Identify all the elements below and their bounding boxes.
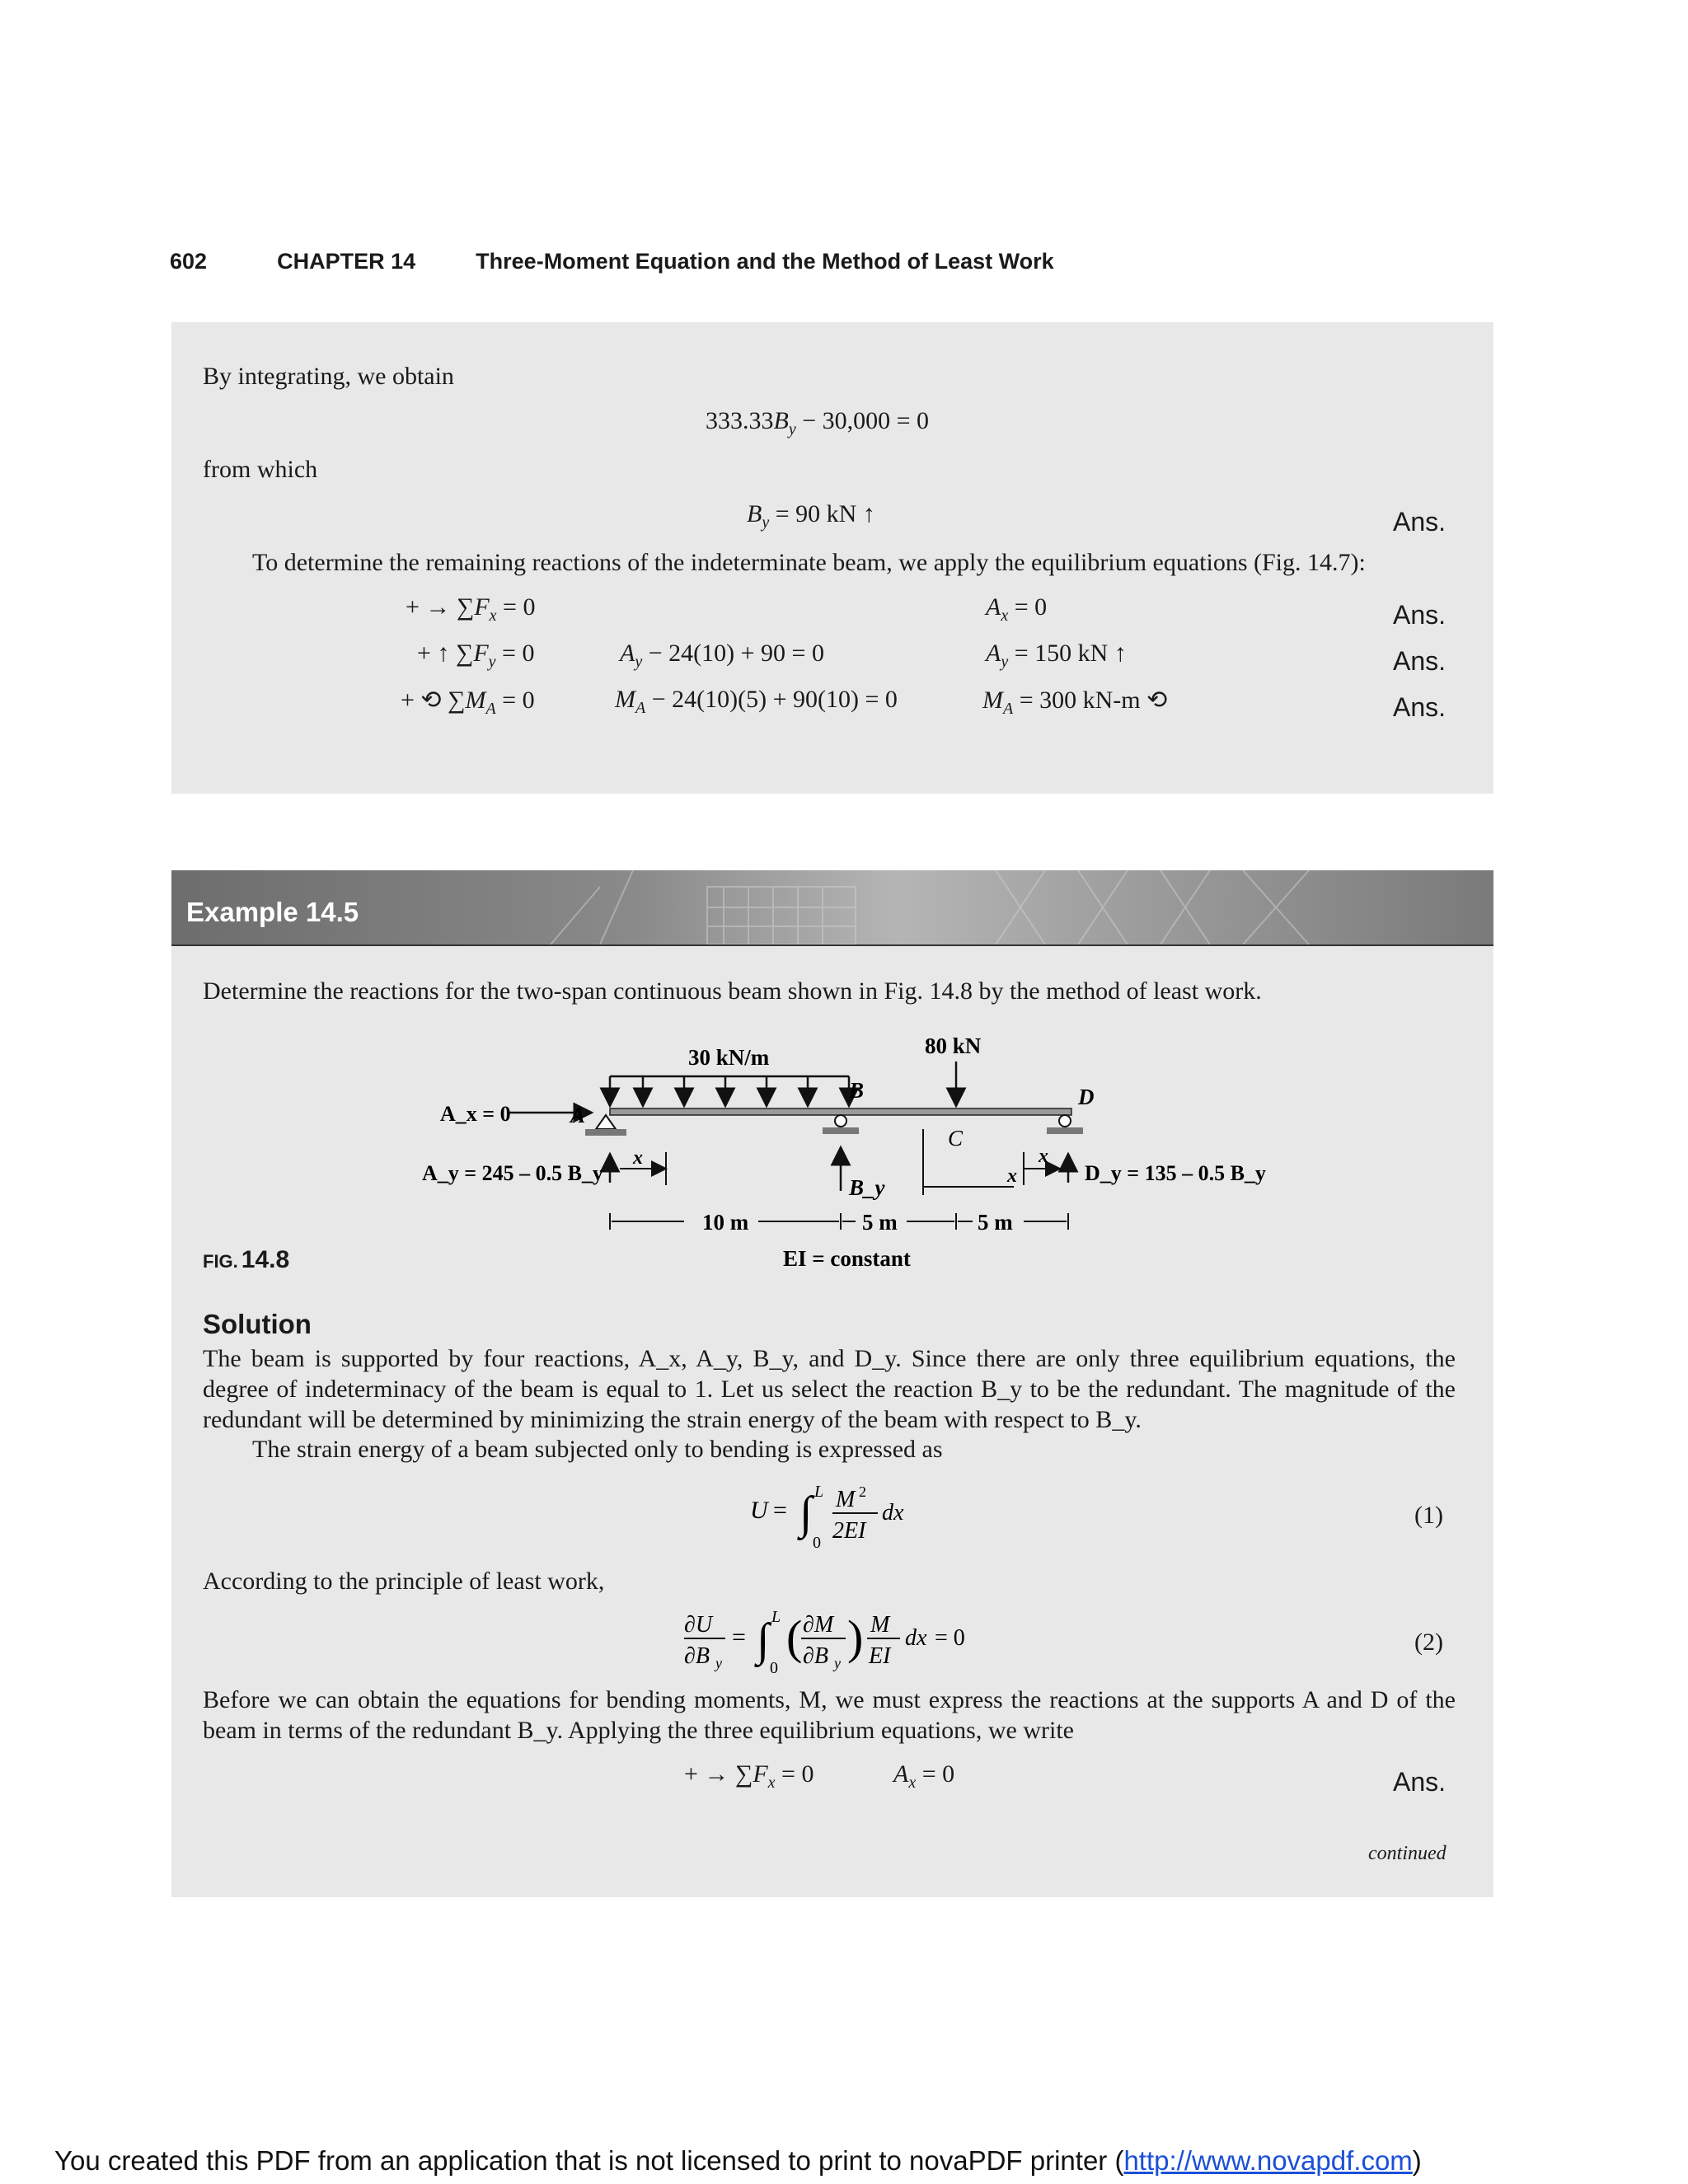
svg-text:2EI: 2EI bbox=[832, 1518, 866, 1544]
point-b-label: B bbox=[849, 1078, 865, 1103]
eq-sum-fx: + → $\sum F_x = 0$ bbox=[684, 1760, 814, 1792]
beam-figure bbox=[404, 1030, 1294, 1319]
x-label-right: x bbox=[1039, 1146, 1048, 1167]
equation-least-work bbox=[684, 1602, 981, 1683]
by-label: B_y bbox=[849, 1175, 885, 1200]
svg-text:=: = bbox=[773, 1497, 787, 1524]
beam bbox=[610, 1108, 1071, 1115]
footer-close: ) bbox=[1412, 2145, 1422, 2176]
svg-text:L: L bbox=[771, 1608, 781, 1626]
example-banner bbox=[171, 870, 1493, 946]
eq-ax-result: $A_x = 0$ bbox=[893, 1760, 955, 1792]
integrating-text: By integrating, we obtain bbox=[203, 363, 454, 390]
x-label-mid: x bbox=[1007, 1165, 1017, 1187]
running-head bbox=[170, 249, 1054, 274]
svg-text:L: L bbox=[814, 1483, 824, 1501]
svg-text:(: ( bbox=[786, 1610, 803, 1664]
footer-text: You created this PDF from an application that is not licensed to print to novaPDF printer ( bbox=[54, 2145, 1124, 2176]
figure-caption: FIG. 14.8 bbox=[203, 1246, 290, 1273]
page-number: 602 bbox=[170, 249, 208, 274]
equation-integrated: $333.33B_y - 30,000 = 0$ bbox=[706, 407, 930, 438]
svg-text:M: M bbox=[836, 1487, 856, 1512]
equation-number-1: (1) bbox=[1414, 1502, 1443, 1529]
dy-label: D_y = 135 – 0.5 B_y bbox=[1085, 1161, 1266, 1185]
svg-text:∂M: ∂M bbox=[803, 1612, 834, 1638]
solution-heading: Solution bbox=[203, 1309, 312, 1339]
distributed-load bbox=[610, 1076, 849, 1106]
equation-by-result: $B_y = 90$ kN ↑ bbox=[747, 500, 875, 532]
eq-row-2-right: $A_y = 150$ kN ↑ bbox=[986, 640, 1127, 671]
eq-row-3-right: $M_A = 300$ kN-m ⟲ bbox=[982, 687, 1168, 718]
eq-row-2-left: + ↑ $\sum F_y = 0$ bbox=[417, 640, 535, 671]
svg-text:= 0: = 0 bbox=[935, 1625, 965, 1651]
x-label-left: x bbox=[633, 1147, 643, 1169]
roller-support-b bbox=[823, 1115, 859, 1134]
equation-number-2: (2) bbox=[1414, 1629, 1443, 1656]
svg-text:∂B: ∂B bbox=[803, 1643, 828, 1669]
svg-text:∫: ∫ bbox=[757, 1615, 770, 1666]
dim-5m-2: 5 m bbox=[978, 1210, 1013, 1235]
point-a-label: A bbox=[570, 1103, 586, 1127]
svg-text:0: 0 bbox=[813, 1534, 821, 1551]
equation-strain-energy bbox=[750, 1477, 931, 1558]
point-d-label: D bbox=[1078, 1085, 1095, 1109]
svg-text:y: y bbox=[715, 1655, 722, 1671]
least-work-formula bbox=[684, 1602, 981, 1676]
svg-text:y: y bbox=[834, 1655, 841, 1671]
footer-link[interactable]: http://www.novapdf.com bbox=[1123, 2145, 1413, 2176]
remaining-reactions-text: To determine the remaining reactions of the indeterminate beam, we apply the equilibrium equations (Fig. 14.7): bbox=[252, 549, 1366, 576]
eq-row-3-mid: $M_A - 24(10)(5) + 90(10) = 0$ bbox=[615, 686, 898, 717]
svg-text:∂U: ∂U bbox=[684, 1612, 713, 1638]
continued-label: continued bbox=[1368, 1843, 1447, 1864]
ax-label: A_x = 0 bbox=[440, 1102, 511, 1126]
svg-text:∫: ∫ bbox=[799, 1488, 813, 1539]
svg-text:M: M bbox=[870, 1612, 890, 1638]
svg-text:∂B: ∂B bbox=[684, 1643, 710, 1669]
pin-support-a bbox=[585, 1115, 626, 1136]
point-c-label: C bbox=[948, 1126, 964, 1151]
ay-label: A_y = 245 – 0.5 B_y bbox=[422, 1161, 603, 1185]
strain-energy-formula bbox=[750, 1477, 931, 1551]
eq-row-2-mid: $A_y - 24(10) + 90 = 0$ bbox=[620, 640, 824, 671]
ans-label: Ans. bbox=[1393, 507, 1447, 537]
point-load-label: 80 kN bbox=[925, 1033, 982, 1058]
svg-text:2: 2 bbox=[859, 1483, 866, 1500]
eq-row-1-right: $A_x = 0$ bbox=[986, 593, 1048, 625]
solution-paragraph-1: The beam is supported by four reactions, A_x, A_y, B_y, and D_y. Since there are only three equilibrium equations, the degree of indeterminacy of the beam is equal to 1. Let us select the reaction B_y to be the redundant. The magnitude of the redundant will be determined by minimizing the strain energy of the beam with respect to B_y. bbox=[203, 1345, 1456, 1433]
solution-paragraph-4: Before we can obtain the equations for bending moments, M, we must express the reactions at the supports A and D of the beam in terms of the redundant B_y. Applying the three equilibrium equations, we write bbox=[203, 1686, 1456, 1744]
ans-label: Ans. bbox=[1393, 646, 1447, 676]
solution-paragraph-3: According to the principle of least work, bbox=[203, 1568, 605, 1595]
problem-statement: Determine the reactions for the two-span continuous beam shown in Fig. 14.8 by the method of least work. bbox=[203, 977, 1262, 1005]
svg-text:): ) bbox=[847, 1610, 864, 1664]
from-which-text: from which bbox=[203, 456, 318, 483]
svg-text:dx: dx bbox=[905, 1625, 927, 1651]
dim-10m: 10 m bbox=[702, 1210, 749, 1235]
dim-5m-1: 5 m bbox=[862, 1210, 898, 1235]
eq-row-3-left: + ⟲ $\sum M_A = 0$ bbox=[401, 687, 535, 718]
udl-label: 30 kN/m bbox=[688, 1045, 770, 1070]
ans-label: Ans. bbox=[1393, 1767, 1447, 1797]
svg-text:0: 0 bbox=[770, 1659, 778, 1676]
ans-label: Ans. bbox=[1393, 600, 1447, 630]
eq-row-1-left: + → $\sum F_x = 0$ bbox=[406, 593, 536, 625]
chapter-label: CHAPTER 14 bbox=[277, 249, 416, 274]
banner-buildings-graphic bbox=[171, 870, 1493, 944]
svg-text:EI: EI bbox=[869, 1643, 891, 1669]
chapter-title: Three-Moment Equation and the Method of Least Work bbox=[476, 249, 1054, 274]
svg-text:U: U bbox=[750, 1497, 768, 1524]
roller-support-d bbox=[1047, 1115, 1083, 1134]
example-title: Example 14.5 bbox=[186, 897, 359, 927]
ans-label: Ans. bbox=[1393, 692, 1447, 722]
solution-paragraph-2: The strain energy of a beam subjected only to bending is expressed as bbox=[252, 1436, 943, 1463]
ei-label: EI = constant bbox=[783, 1246, 911, 1271]
svg-text:=: = bbox=[732, 1624, 746, 1651]
novapdf-footer bbox=[54, 2145, 1422, 2177]
svg-text:dx: dx bbox=[882, 1500, 904, 1526]
